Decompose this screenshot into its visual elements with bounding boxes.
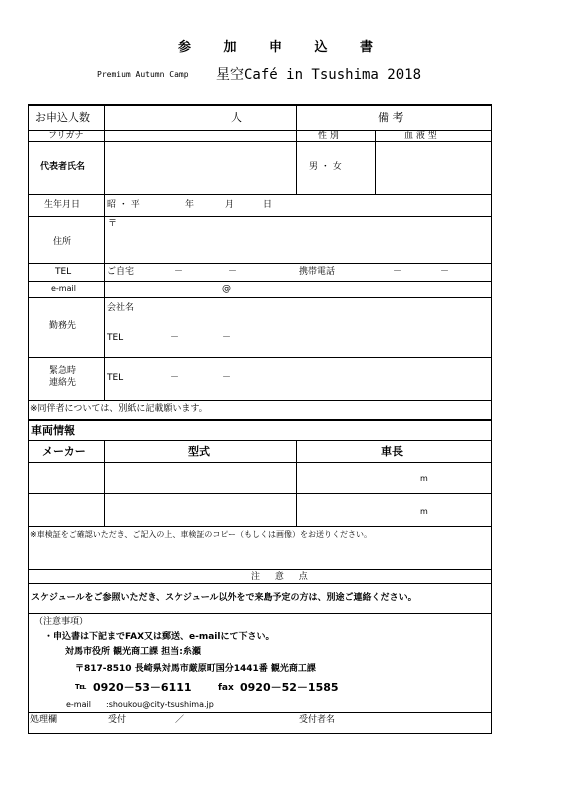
furigana-label: フリガナ [48,131,84,141]
submission-note: ・申込書は下記までFAX又は郵送、e-mailにて下さい。 [44,632,275,642]
page-title: 参 加 申 込 書 [177,40,388,55]
company-name-label: 会社名 [107,303,135,313]
workplace-tel-dash-2: － [222,333,232,343]
tel-mark: ℡ [75,682,87,692]
applicants-count-field[interactable] [105,106,295,130]
mobile-phone-label: 携帯電話 [299,267,336,277]
applicants-label: お申込人数 [35,111,90,124]
furigana-field[interactable] [105,131,295,141]
schedule-note: スケジュールをご参照いただき、スケジュール以外をで来島予定の方は、別途ご連絡ください。 [31,593,417,603]
office-tel: 0920－53－6111 [93,681,192,694]
notice-heading: 注 意 点 [251,572,314,582]
processing-label: 処理欄 [30,715,58,725]
workplace-tel-label: TEL [107,333,124,343]
processing-received-label: 受付 [108,715,127,725]
remarks-label: 備 考 [378,111,404,124]
emergency-tel-dash-2: － [222,373,232,383]
office-email[interactable]: :shoukou@city-tsushima.jp [106,700,214,709]
office-fax: 0920－52－1585 [240,681,339,694]
postal-mark: 〒 [108,219,118,229]
workplace-label: 勤務先 [49,321,77,331]
emergency-label-line2: 連絡先 [49,378,77,388]
email-at-mark: @ [222,284,231,294]
emergency-tel-label: TEL [107,373,124,383]
dob-era-options[interactable]: 昭 ・ 平 [107,200,140,210]
dob-label: 生年月日 [44,200,81,210]
mobile-phone-dash-2: － [440,267,450,277]
vehicle-length-unit-2: m [420,507,428,516]
address-label: 住所 [53,237,72,247]
vehicle-length-label: 車長 [381,445,403,458]
companion-note: ※同伴者については、別紙に記載願います。 [30,404,208,414]
home-phone-label: ご自宅 [107,267,135,277]
emergency-label-line1: 緊急時 [49,366,77,376]
home-phone-dash-1: － [174,267,184,277]
workplace-tel-dash-1: － [170,333,180,343]
processing-date-slash: ／ [175,715,185,725]
address-field[interactable] [105,217,491,263]
vehicle-section-label: 車両情報 [31,424,75,437]
blood-type-label: 血 液 型 [404,131,437,141]
caution-label: （注意事項） [34,617,89,627]
dob-year-unit: 年 [185,200,195,210]
dob-month-unit: 月 [225,200,235,210]
rep-name-label: 代表者氏名 [40,162,86,172]
office-email-label: e-mail [66,700,91,709]
gender-label: 性 別 [318,131,339,141]
home-phone-dash-2: － [228,267,238,277]
vehicle-maker-label: メーカー [42,445,86,458]
vehicle-note: ※車検証をご確認いただき、ご記入の上、車検証のコピー（もしくは画像）をお送りください。 [30,530,373,539]
mobile-phone-dash-1: － [393,267,403,277]
dob-day-unit: 日 [263,200,273,210]
processing-receiver-label: 受付者名 [299,715,336,725]
vehicle-length-unit-1: m [420,474,428,483]
email-field[interactable] [105,282,491,297]
event-title: 星空Café in Tsushima 2018 [216,67,422,83]
vehicle-model-label: 型式 [188,445,210,458]
fax-label: fax [218,683,234,693]
subtitle-english: Premium Autumn Camp [97,70,189,79]
gender-options[interactable]: 男 ・ 女 [309,162,342,172]
tel-label: TEL [55,267,72,277]
office-name: 対馬市役所 観光商工課 担当:糸瀬 [65,647,201,657]
email-label: e-mail [51,284,76,293]
blood-type-field[interactable] [376,142,491,194]
rep-name-field[interactable] [105,142,295,194]
remarks-field[interactable] [297,106,491,130]
applicants-unit: 人 [231,111,242,124]
emergency-tel-dash-1: － [170,373,180,383]
office-address: 〒817-8510 長崎県対馬市厳原町国分1441番 観光商工課 [75,664,316,674]
